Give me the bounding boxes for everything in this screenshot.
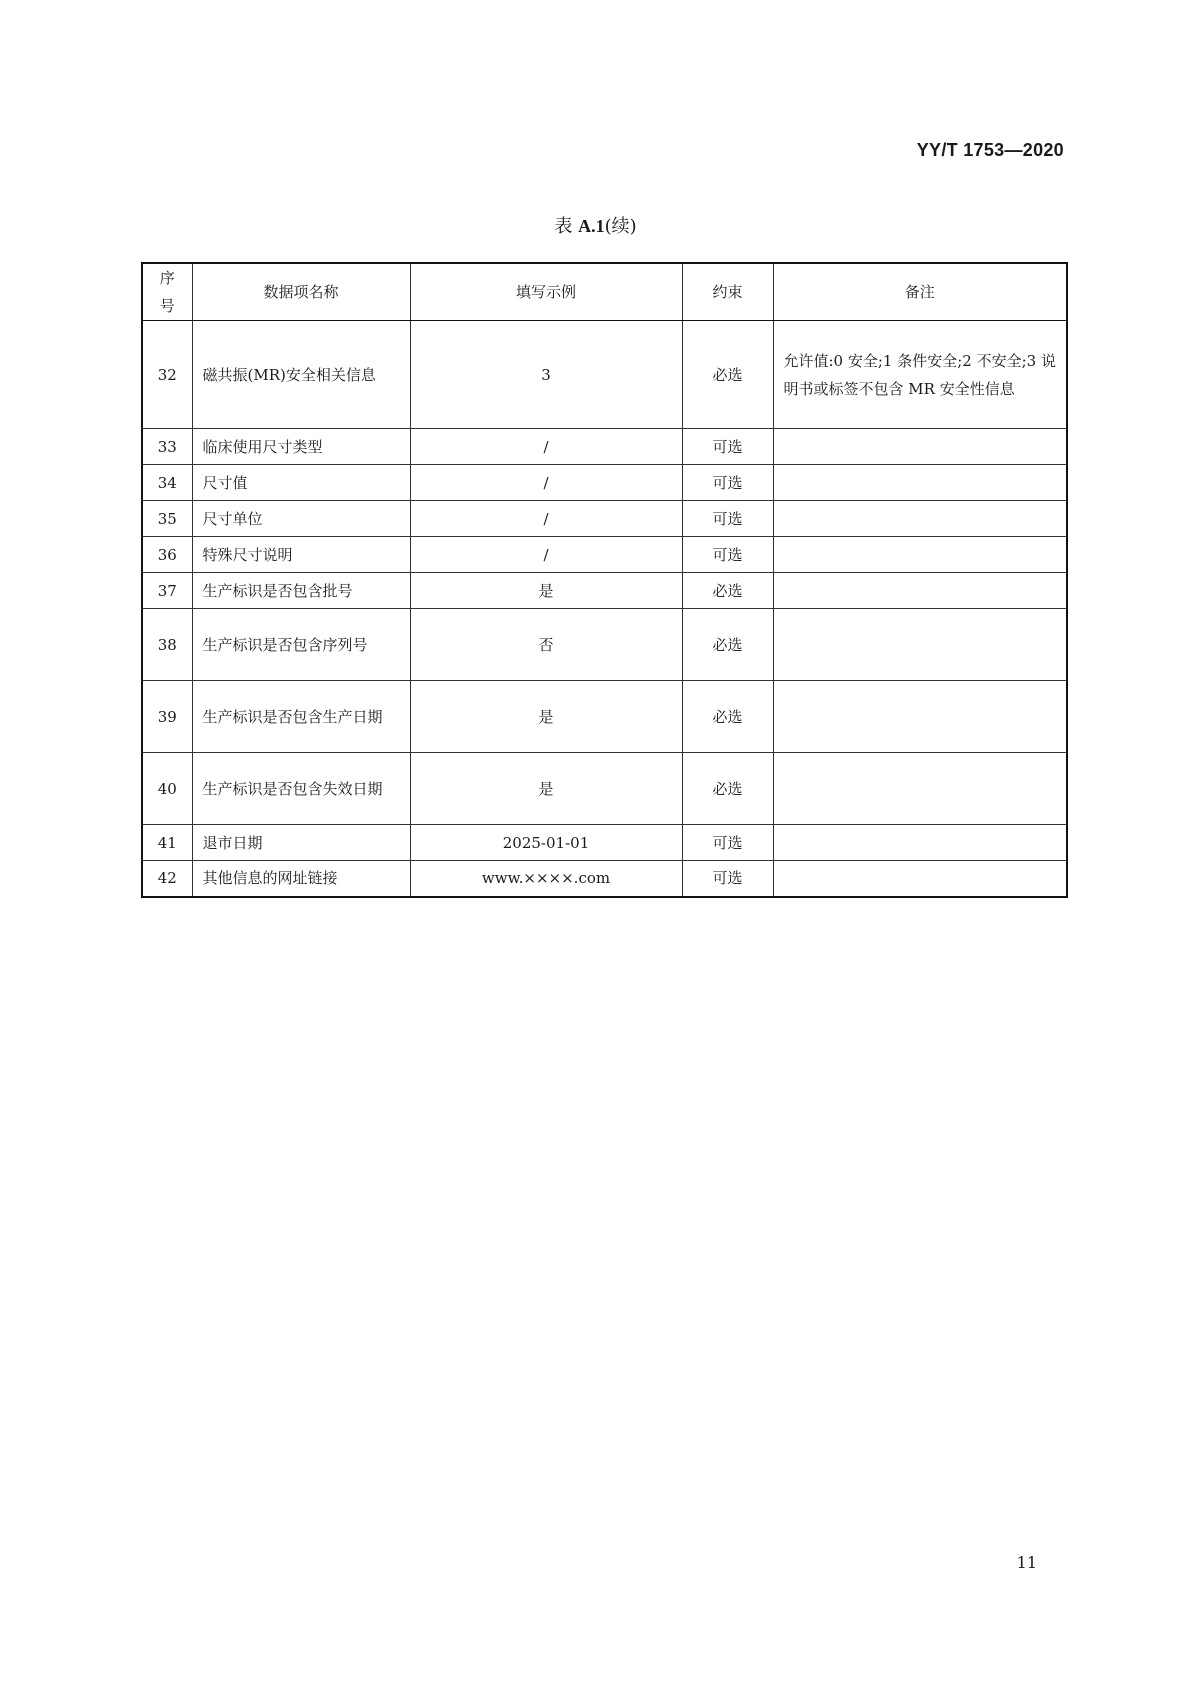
note <box>773 861 1067 897</box>
table-row <box>142 861 1067 897</box>
example-value: 2025-01-01 <box>410 825 682 861</box>
row-number: 32 <box>142 321 192 429</box>
table-header-row <box>142 263 1067 321</box>
example-value: / <box>410 537 682 573</box>
item-name: 生产标识是否包含失效日期 <box>192 753 410 825</box>
note <box>773 825 1067 861</box>
constraint: 必选 <box>682 321 773 429</box>
table-row <box>142 609 1067 681</box>
note <box>773 465 1067 501</box>
row-number: 41 <box>142 825 192 861</box>
note <box>773 501 1067 537</box>
example-value: 是 <box>410 753 682 825</box>
constraint: 必选 <box>682 753 773 825</box>
caption-number: A.1 <box>578 216 605 236</box>
item-name: 生产标识是否包含批号 <box>192 573 410 609</box>
item-name: 临床使用尺寸类型 <box>192 429 410 465</box>
column-header-no: 序号 <box>142 263 192 321</box>
item-name: 退市日期 <box>192 825 410 861</box>
row-number: 39 <box>142 681 192 753</box>
item-name: 生产标识是否包含生产日期 <box>192 681 410 753</box>
item-name: 其他信息的网址链接 <box>192 861 410 897</box>
table-row <box>142 573 1067 609</box>
item-name: 生产标识是否包含序列号 <box>192 609 410 681</box>
constraint: 可选 <box>682 465 773 501</box>
row-number: 37 <box>142 573 192 609</box>
column-header-constraint: 约束 <box>682 263 773 321</box>
constraint: 必选 <box>682 609 773 681</box>
example-value: / <box>410 501 682 537</box>
table-row <box>142 825 1067 861</box>
example-value: 是 <box>410 681 682 753</box>
row-number: 40 <box>142 753 192 825</box>
table-row <box>142 681 1067 753</box>
table-row <box>142 501 1067 537</box>
row-number: 42 <box>142 861 192 897</box>
constraint: 可选 <box>682 501 773 537</box>
row-number: 35 <box>142 501 192 537</box>
note <box>773 753 1067 825</box>
data-items-table <box>141 262 1068 898</box>
row-number: 38 <box>142 609 192 681</box>
column-header-note: 备注 <box>773 263 1067 321</box>
row-number: 33 <box>142 429 192 465</box>
page-number: 11 <box>1016 1553 1037 1572</box>
constraint: 可选 <box>682 537 773 573</box>
example-value: / <box>410 465 682 501</box>
table-row <box>142 429 1067 465</box>
example-value: 3 <box>410 321 682 429</box>
item-name: 特殊尺寸说明 <box>192 537 410 573</box>
note <box>773 537 1067 573</box>
example-value: 是 <box>410 573 682 609</box>
note: 允许值:0 安全;1 条件安全;2 不安全;3 说明书或标签不包含 MR 安全性信息 <box>773 321 1067 429</box>
item-name: 尺寸单位 <box>192 501 410 537</box>
example-value: 否 <box>410 609 682 681</box>
caption-suffix: (续) <box>604 216 637 237</box>
constraint: 可选 <box>682 429 773 465</box>
note <box>773 573 1067 609</box>
table-row <box>142 321 1067 429</box>
example-value: www.××××.com <box>410 861 682 897</box>
row-number: 36 <box>142 537 192 573</box>
item-name: 尺寸值 <box>192 465 410 501</box>
column-header-name: 数据项名称 <box>192 263 410 321</box>
constraint: 必选 <box>682 573 773 609</box>
constraint: 可选 <box>682 825 773 861</box>
table-row <box>142 537 1067 573</box>
note <box>773 681 1067 753</box>
constraint: 必选 <box>682 681 773 753</box>
note <box>773 429 1067 465</box>
document-id: YY/T 1753—2020 <box>916 140 1064 160</box>
caption-prefix: 表 <box>554 216 579 237</box>
column-header-example: 填写示例 <box>410 263 682 321</box>
example-value: / <box>410 429 682 465</box>
item-name: 磁共振(MR)安全相关信息 <box>192 321 410 429</box>
table-caption <box>0 212 1191 238</box>
row-number: 34 <box>142 465 192 501</box>
table-row <box>142 465 1067 501</box>
note <box>773 609 1067 681</box>
table-row <box>142 753 1067 825</box>
constraint: 可选 <box>682 861 773 897</box>
